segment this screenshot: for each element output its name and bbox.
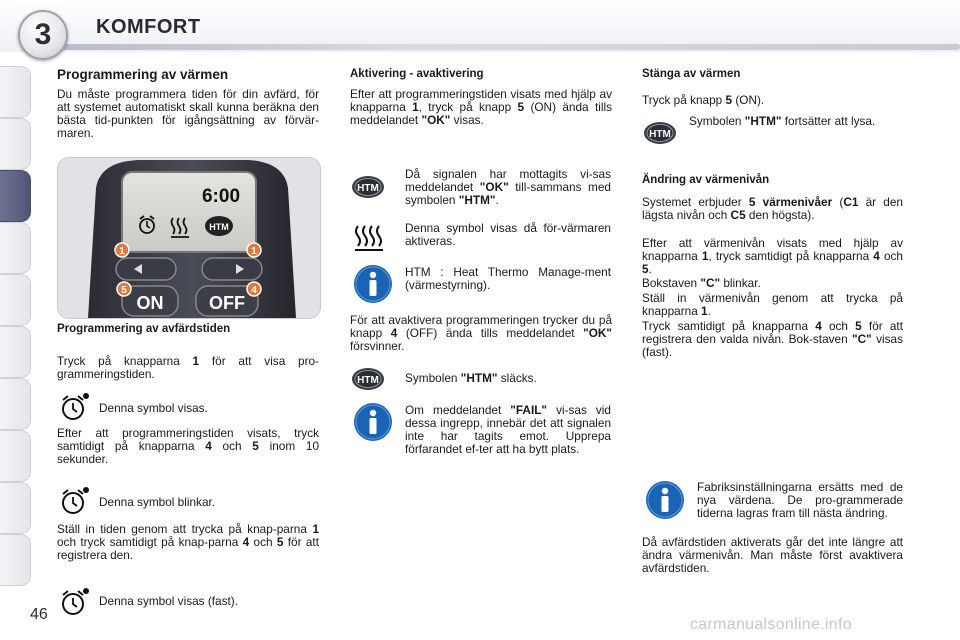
- signal-paragraph: [405, 168, 611, 207]
- lvl5-post: visas (fast).: [642, 332, 904, 359]
- info-icon-factory: [645, 480, 685, 520]
- step3-paragraph: [57, 523, 319, 562]
- deactivation-paragraph: [350, 314, 612, 353]
- step1-post: för att visa pro-grammeringstiden.: [57, 354, 319, 381]
- lvl2-num3: 5: [642, 262, 649, 276]
- levels-paragraph-5: [642, 320, 903, 359]
- callout-4: [247, 282, 261, 296]
- remote-control-svg: [58, 158, 320, 318]
- symbol-fixed-text: Denna symbol visas (fast).: [99, 594, 238, 608]
- callout-4-label: 4: [251, 285, 257, 296]
- left-arrow-button[interactable]: [116, 258, 176, 280]
- side-tab-3-active[interactable]: [0, 170, 31, 222]
- activation-paragraph: [350, 88, 612, 127]
- step3-post: för att registrera den.: [57, 535, 319, 562]
- page-number: 46: [30, 606, 48, 623]
- p2-mid: (OFF) ända tills meddelandet: [397, 326, 584, 340]
- heater-text: Denna symbol visas då för-värmaren aktiveras.: [405, 221, 611, 248]
- step3-mid: och tryck samtidigt på knap-parna: [57, 535, 243, 549]
- fail-bold: "FAIL": [510, 403, 548, 417]
- remote-control-illustration: [57, 157, 321, 319]
- step2-post: inom 10 sekunder.: [57, 439, 319, 466]
- lvl4-num: 1: [701, 304, 708, 318]
- step3-num3: 5: [276, 535, 284, 549]
- lvl2-post: .: [648, 262, 652, 276]
- lvl3-bold: "C": [700, 276, 721, 290]
- side-tab-7[interactable]: [0, 378, 31, 430]
- lvl1-post: den högsta).: [745, 208, 815, 222]
- htm-post: fortsätter att lysa.: [781, 114, 876, 128]
- htm-icon-continues: [643, 118, 677, 148]
- levels-paragraph-4: [642, 292, 903, 318]
- final-note: Då avfärdstiden aktiverats går det inte längre att ändra värmenivån. Man måste först avaktivera avfärdstiden.: [642, 535, 903, 575]
- p1-pre: Efter att programmeringstiden visats med hjälp av knapparna: [350, 87, 612, 114]
- side-tab-4[interactable]: [0, 222, 31, 274]
- step1-pre: Tryck på knapparna: [57, 354, 193, 368]
- htm-icon-continues-label: HTM: [649, 129, 671, 140]
- fail-post: vi-sas vid dessa ingrepp, innebär det att signalen inte har tagits emot. Upprepa förfarandet ef-ter att ha bytt plats.: [405, 403, 611, 456]
- step2-pre: Efter att programmeringstiden visats, tryck samtidigt på knapparna: [57, 426, 319, 453]
- remote-display-time: 6:00: [201, 186, 241, 207]
- lvl5-num2: 5: [855, 319, 862, 333]
- p1-mid: , tryck på knapp: [418, 100, 518, 114]
- htm-bold: "HTM": [744, 114, 782, 128]
- signal-htm: "HTM": [458, 193, 496, 207]
- signal-post: .: [495, 193, 499, 207]
- levels-paragraph: [642, 196, 903, 222]
- callout-5-label: 5: [121, 285, 127, 296]
- lvl3-post: blinkar.: [720, 276, 761, 290]
- htm-definition: HTM : Heat Thermo Manage-ment (värmestyrning).: [405, 265, 611, 292]
- callout-1-left: [115, 243, 129, 257]
- step2-paragraph: [57, 427, 319, 466]
- lvl5-pre: Tryck samtidigt på knapparna: [642, 319, 816, 333]
- lvl1-c5: C5: [730, 208, 746, 222]
- lvl5-mid: och: [821, 319, 856, 333]
- step2-num2: 5: [252, 439, 259, 453]
- p1-num1: 1: [412, 100, 419, 114]
- lvl2-mid2: och: [879, 249, 903, 263]
- htm-continues-text: [689, 115, 903, 128]
- fail-pre: Om meddelandet: [405, 403, 511, 417]
- factory-settings-text: Fabriksinställningarna ersätts med de nya värdena. De pro-grammerade tiderna lagras fram till nästa ändring.: [697, 480, 903, 520]
- step3-num2: 4: [242, 535, 250, 549]
- levels-paragraph-3: [642, 277, 903, 290]
- step1-paragraph: [57, 355, 319, 381]
- symbol-htm-off: [405, 372, 537, 385]
- stop-num: 5: [725, 93, 733, 107]
- lvl1-open: (: [832, 195, 844, 209]
- lvl1-c1: C1: [843, 195, 859, 209]
- p1-ok: "OK": [421, 113, 451, 127]
- p2-ok: "OK": [583, 326, 613, 340]
- signal-mid: till-sammans med symbolen: [405, 180, 611, 207]
- p1-num2: 5: [517, 100, 525, 114]
- info-icon-htm: [353, 264, 393, 304]
- callout-5: [117, 282, 131, 296]
- lvl2-num2: 4: [873, 249, 880, 263]
- symbol-blinks-text: Denna symbol blinkar.: [99, 495, 216, 509]
- subsection-title-departure-time: Programmering av avfärdstiden: [57, 323, 231, 335]
- sym-htm-post: släcks.: [497, 371, 537, 385]
- side-tab-1[interactable]: [0, 66, 31, 118]
- sym-htm-pre: Symbolen: [405, 371, 461, 385]
- p2-num: 4: [390, 326, 398, 340]
- lvl4-post: .: [707, 304, 711, 318]
- htm-icon-off-label: HTM: [357, 375, 379, 386]
- htm-icon-off: [351, 364, 385, 394]
- stop-paragraph: [642, 94, 764, 107]
- step2-mid: och: [211, 439, 253, 453]
- htm-icon-signal: [351, 172, 385, 202]
- side-tab-9[interactable]: [0, 482, 31, 534]
- step2-num1: 4: [205, 439, 212, 453]
- p1-mid2: (ON) ända tills meddelandet: [350, 100, 612, 127]
- side-tab-6[interactable]: [0, 326, 31, 378]
- lvl3-pre: Bokstaven: [642, 276, 701, 290]
- on-button-label: ON: [136, 293, 164, 313]
- callout-1-right: [247, 243, 261, 257]
- lvl1-pre: Systemet erbjuder: [642, 195, 749, 209]
- chapter-title: KOMFORT: [96, 16, 201, 38]
- stop-post: (ON).: [732, 93, 765, 107]
- lvl5-bold: "C": [852, 332, 872, 346]
- lvl1-bold: 5 värmenivåer: [748, 195, 833, 209]
- side-tab-8[interactable]: [0, 430, 31, 482]
- side-tab-2[interactable]: [0, 118, 31, 170]
- fail-paragraph: [405, 404, 611, 456]
- signal-ok: "OK": [479, 180, 509, 194]
- watermark: carmanualsonline.info: [690, 616, 852, 633]
- lvl1-mid: är den lägsta nivån och: [642, 195, 903, 222]
- heater-icon-activation: [351, 220, 385, 254]
- lvl2-mid: , tryck samtidigt på knapparna: [708, 249, 874, 263]
- section-title-heat-level: Ändring av värmenivån: [642, 174, 770, 186]
- step1-num: 1: [192, 354, 200, 368]
- header-rule: [60, 44, 960, 50]
- step3-num1: 1: [312, 522, 319, 536]
- callout-1-left-label: 1: [119, 246, 125, 257]
- htm-display-icon: [205, 216, 233, 236]
- alarm-clock-icon-shown: [58, 391, 92, 425]
- alarm-clock-icon-fixed: [58, 586, 92, 620]
- alarm-clock-icon-blinking: [58, 485, 92, 519]
- side-tab-5[interactable]: [0, 274, 31, 326]
- symbol-shown-text: Denna symbol visas.: [99, 401, 208, 415]
- right-arrow-button[interactable]: [202, 258, 262, 280]
- section-title-programming: Programmering av värmen: [57, 67, 229, 82]
- p2-post: försvinner.: [350, 339, 405, 353]
- chapter-number-badge: 3: [18, 10, 68, 60]
- sym-htm-bold: "HTM": [460, 371, 498, 385]
- p1-post: visas.: [450, 113, 484, 127]
- info-icon-fail: [353, 402, 393, 442]
- lvl2-pre: Efter att värmenivån visats med hjälp av knapparna: [642, 236, 903, 263]
- signal-pre: Då signalen har mottagits vi-sas meddelandet: [405, 167, 611, 194]
- intro-paragraph: Du måste programmera tiden för din avfärd, för att systemet automatiskt skall kunna beräkna den bästa tid-punkten för igångsättning av förvär-maren.: [57, 87, 319, 140]
- callout-1-right-label: 1: [251, 246, 257, 257]
- step3-mid2: och: [249, 535, 277, 549]
- htm-display-label: HTM: [209, 222, 229, 232]
- lvl5-mid2: för att registrera den valda nivån. Bok-staven: [642, 319, 903, 346]
- off-button-label: OFF: [209, 293, 245, 313]
- levels-paragraph-2: [642, 237, 903, 276]
- step3-pre: Ställ in tiden genom att trycka på knap-parna: [57, 522, 313, 536]
- stop-pre: Tryck på knapp: [642, 93, 726, 107]
- section-title-stop-heating: Stänga av värmen: [642, 68, 741, 80]
- htm-icon-label: HTM: [357, 183, 379, 194]
- lvl5-num1: 4: [815, 319, 822, 333]
- section-title-activation: Aktivering - avaktivering: [350, 68, 484, 80]
- lvl2-num1: 1: [701, 249, 709, 263]
- side-tab-10[interactable]: [0, 534, 31, 586]
- htm-pre: Symbolen: [689, 114, 745, 128]
- lvl4-pre: Ställ in värmenivån genom att trycka på knapparna: [642, 291, 903, 318]
- p2-pre: För att avaktivera programmeringen trycker du på knapp: [350, 313, 612, 340]
